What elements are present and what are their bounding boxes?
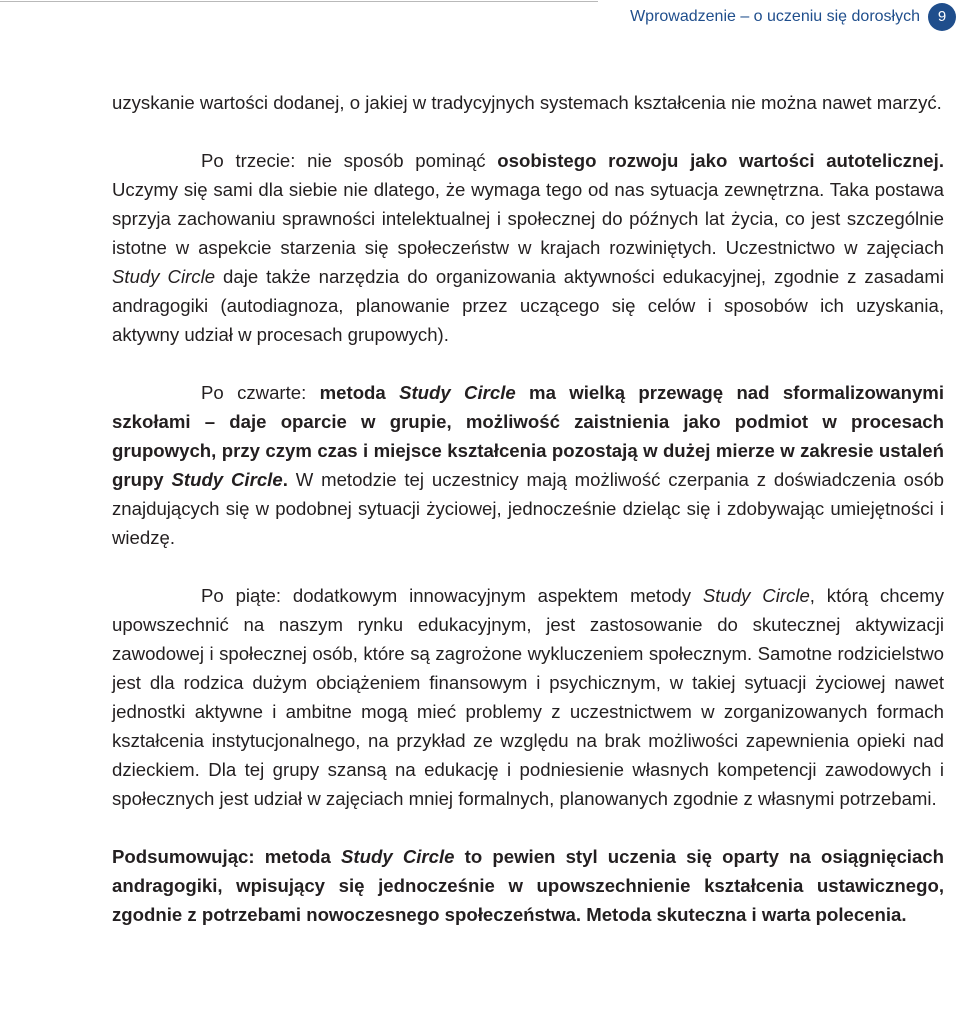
paragraph-3-text-1: Po czwarte: xyxy=(201,382,320,403)
paragraph-2-text-1: Po trzecie: nie sposób pominąć xyxy=(201,150,498,171)
header-rule xyxy=(0,1,598,2)
paragraph-5-bold-2: to pewien styl uczenia się oparty na osiągnięciach andragogiki, wpisujący się jednocześnie w upowszechnienie kształcenia ustawicznego, zgodnie z potrzebami nowoczesnego społeczeństwa. Metoda skuteczna i warta polecenia. xyxy=(112,846,944,925)
paragraph-3-text-2: W metodzie tej uczestnicy mają możliwość czerpania z doświadczenia osób znajdujących się w podobnej sytuacji życiowej, jednocześnie dzieląc się i zdobywając umiejętności i wiedzę. xyxy=(112,469,944,548)
paragraph-3-bold-italic-2-inner: Study Circle xyxy=(171,469,283,490)
paragraph-3-bold-italic-1 xyxy=(399,382,516,403)
paragraph-3 xyxy=(112,378,944,552)
paragraph-4-text-2: , którą chcemy upowszechnić na naszym rynku edukacyjnym, jest zastosowanie do skutecznej aktywizacji zawodowej i społecznej osób, które są zagrożone wykluczeniem społecznym. Samotne rodzicielstwo jest dla rodzica dużym obciążeniem finansowym i psychicznym, w takiej sytuacji życiowej nawet jednostki aktywne i ambitne mogą mieć problemy z uczestnictwem w zorganizowanych formach kształcenia instytucjonalnego, na przykład ze względu na brak możliwości zapewnienia opieki nad dzieckiem. Dla tej grupy szansą na edukację i podniesienie własnych kompetencji zawodowych i społecznych jest udział w zajęciach mniej formalnych, planowanych zgodnie z własnymi potrzebami. xyxy=(112,585,945,809)
paragraph-4-text-1: Po piąte: dodatkowym innowacyjnym aspektem metody xyxy=(201,585,703,606)
paragraph-2 xyxy=(112,146,944,349)
paragraph-5-summary xyxy=(112,842,944,929)
paragraph-3-bold-italic-2 xyxy=(172,469,283,490)
paragraph-4-italic-1: Study Circle xyxy=(702,585,810,606)
page-number-badge: 9 xyxy=(928,3,956,31)
body-text xyxy=(112,88,944,929)
paragraph-4 xyxy=(112,581,944,813)
running-header xyxy=(0,0,960,40)
paragraph-1 xyxy=(112,88,944,117)
running-header-title: Wprowadzenie – o uczeniu się dorosłych xyxy=(630,8,920,25)
paragraph-2-text-3: daje także narzędzia do organizowania aktywności edukacyjnej, zgodnie z zasadami andragogiki (autodiagnoza, planowanie przez uczącego się celów i sposobów ich uzyskania, aktywny udział w procesach grupowych). xyxy=(112,266,945,345)
paragraph-1-text: uzyskanie wartości dodanej, o jakiej w tradycyjnych systemach kształcenia nie można nawet marzyć. xyxy=(112,92,942,113)
paragraph-5-bold-1: Podsumowując: metoda xyxy=(112,846,342,867)
paragraph-5-bold-italic-1 xyxy=(341,846,455,867)
paragraph-2-bold-1: osobistego rozwoju jako wartości autotelicznej. xyxy=(497,150,944,171)
paragraph-2-italic-1: Study Circle xyxy=(112,266,216,287)
paragraph-3-bold-2: ma wielką przewagę nad sformalizowanymi szkołami – daje oparcie w grupie, możliwość zaistnienia jako podmiot w procesach grupowych, przy czym czas i miejsce kształcenia pozostają w dużej mierze w zakresie ustaleń grupy xyxy=(112,382,945,490)
paragraph-3-bold-italic-1-inner: Study Circle xyxy=(399,382,516,403)
paragraph-3-bold-1: metoda xyxy=(319,382,400,403)
paragraph-3-bold-3: . xyxy=(282,469,288,490)
paragraph-2-text-2: Uczymy się sami dla siebie nie dlatego, że wymaga tego od nas sytuacja zewnętrzna. Taka postawa sprzyja zachowaniu sprawności intelektualnej i społecznej do późnych lat życia, co jest szczególnie istotne w aspekcie starzenia się społeczeństw w krajach rozwiniętych. Uczestnictwo w zajęciach xyxy=(112,179,944,258)
paragraph-5-bold-italic-1-inner: Study Circle xyxy=(341,846,455,867)
